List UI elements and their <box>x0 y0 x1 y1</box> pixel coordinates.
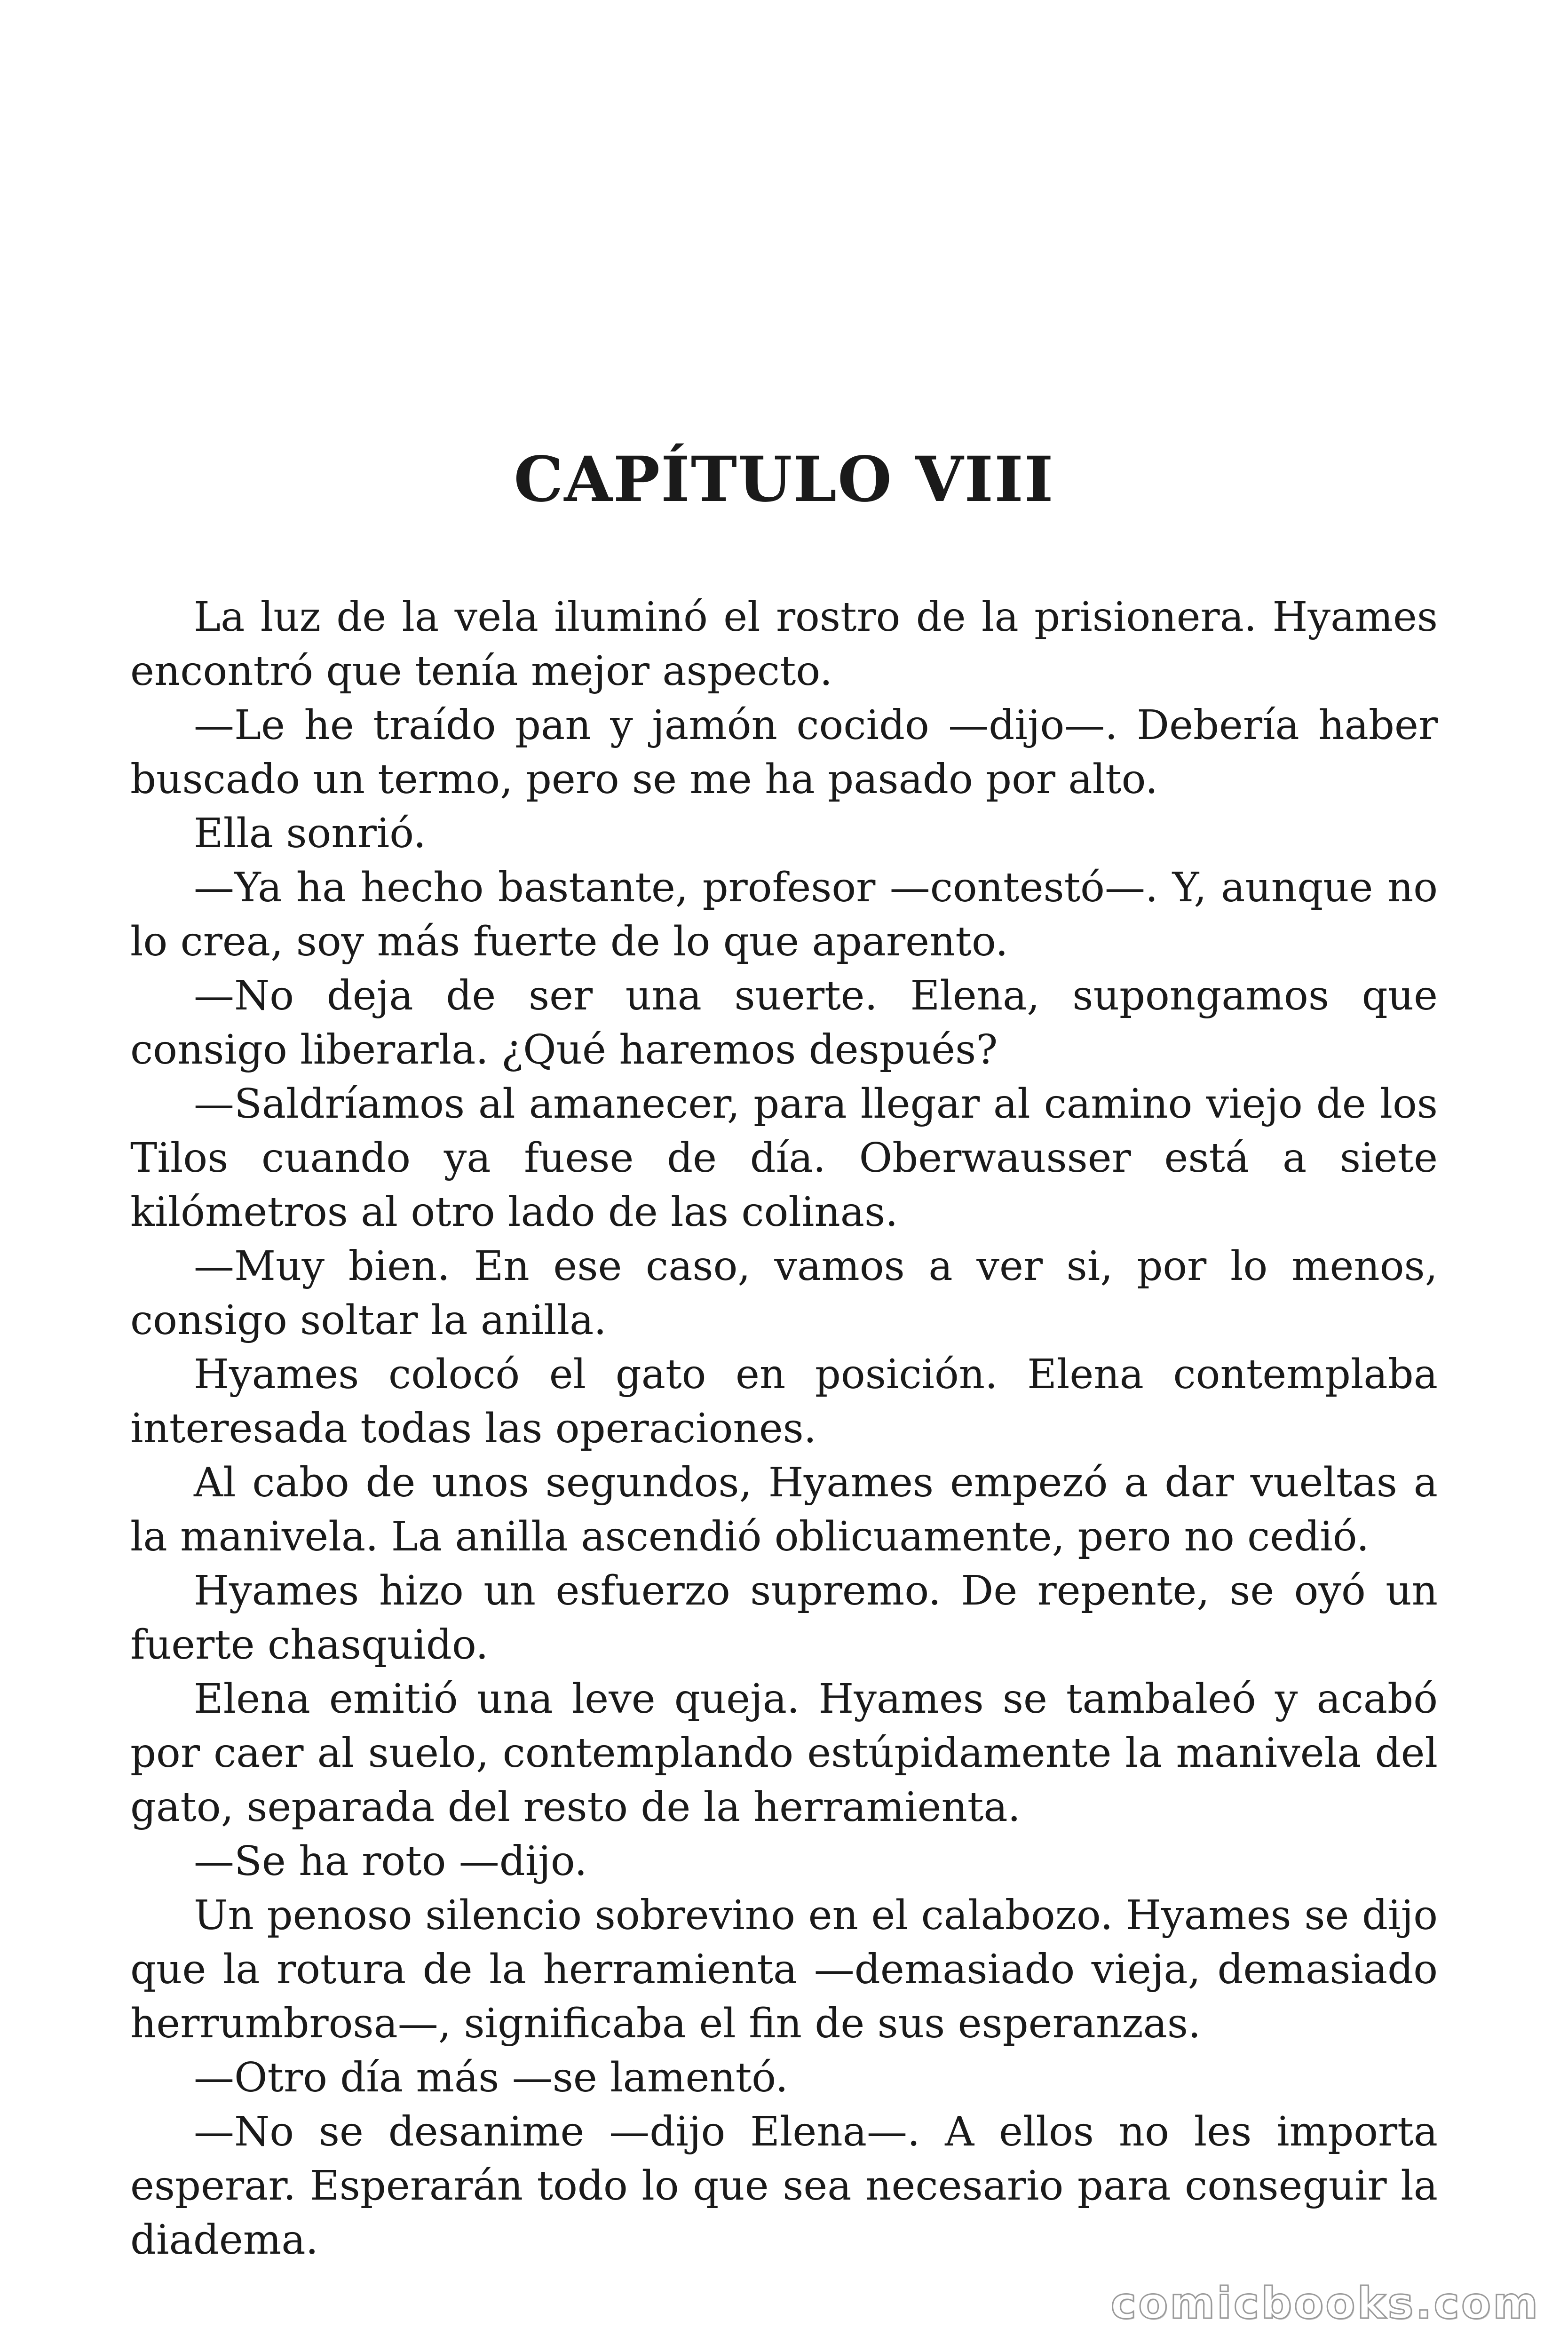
paragraph: —Otro día más —se lamentó. <box>194 2054 788 2101</box>
paragraph: Hyames hizo un esfuerzo supremo. De repente, se oyó un fuerte chasquido. <box>130 1567 1438 1669</box>
paragraph: Hyames colocó el gato en posición. Elena contemplaba interesada todas las operaciones. <box>130 1351 1438 1452</box>
paragraph: Un penoso silencio sobrevino en el calabozo. Hyames se dijo que la rotura de la herramienta —demasiado vieja, demasiado herrumbrosa—, significaba el fin de sus esperanzas. <box>130 1892 1438 2047</box>
paragraph: —Le he traído pan y jamón cocido —dijo—. Debería haber buscado un termo, pero se me ha pasado por alto. <box>130 702 1438 803</box>
paragraph: —No deja de ser una suerte. Elena, supongamos que consigo liberarla. ¿Qué haremos después? <box>130 972 1438 1073</box>
chapter-body <box>130 590 1438 2267</box>
paragraph: Elena emitió una leve queja. Hyames se tambaleó y acabó por caer al suelo, contemplando estúpidamente la manivela del gato, separada del resto de la herramienta. <box>130 1676 1438 1831</box>
paragraph: —Ya ha hecho bastante, profesor —contestó—. Y, aunque no lo crea, soy más fuerte de lo que aparento. <box>130 864 1438 965</box>
paragraph: —Saldríamos al amanecer, para llegar al camino viejo de los Tilos cuando ya fuese de día. Oberwausser está a siete kilómetros al otro lado de las colinas. <box>130 1081 1438 1236</box>
paragraph: —Se ha roto —dijo. <box>194 1838 587 1885</box>
paragraph: Al cabo de unos segundos, Hyames empezó a dar vueltas a la manivela. La anilla ascendió oblicuamente, pero no cedió. <box>130 1459 1438 1560</box>
watermark: comicbooks.com <box>1110 2278 1540 2328</box>
paragraph: —No se desanime —dijo Elena—. A ellos no les importa esperar. Esperarán todo lo que sea necesario para conseguir la diadema. <box>130 2108 1438 2264</box>
paragraph: —Muy bien. En ese caso, vamos a ver si, por lo menos, consigo soltar la anilla. <box>130 1243 1438 1344</box>
paragraph: Ella sonrió. <box>194 810 426 857</box>
chapter-title: CAPÍTULO VIII <box>514 443 1054 516</box>
paragraph: La luz de la vela iluminó el rostro de la prisionera. Hyames encontró que tenía mejor aspecto. <box>130 594 1438 695</box>
